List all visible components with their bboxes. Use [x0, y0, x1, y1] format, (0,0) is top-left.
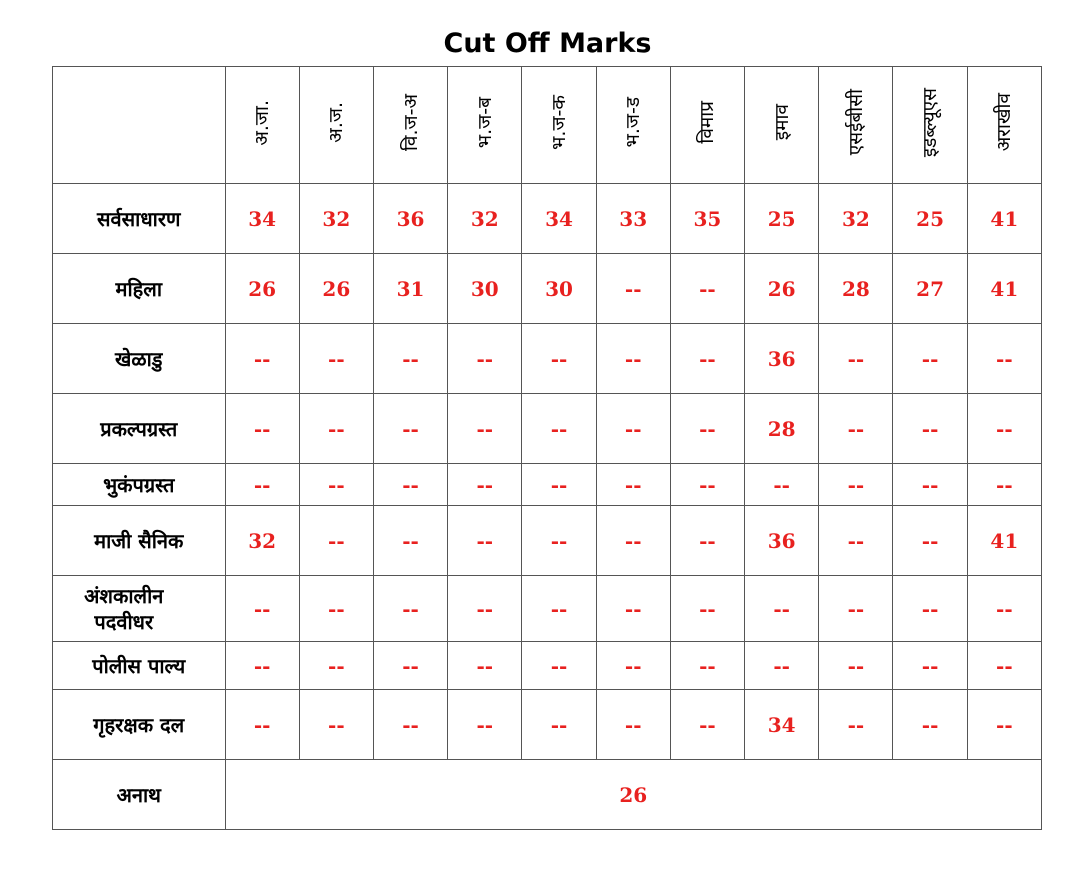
mark-cell: 41 — [967, 184, 1041, 254]
mark-cell: -- — [596, 464, 670, 506]
mark-cell: -- — [373, 324, 447, 394]
row-label: पोलीस पाल्य — [53, 642, 226, 690]
mark-cell: -- — [596, 642, 670, 690]
mark-cell: -- — [745, 642, 819, 690]
mark-cell: -- — [596, 254, 670, 324]
mark-cell: 35 — [670, 184, 744, 254]
table-row — [53, 184, 1042, 254]
mark-cell: -- — [522, 576, 596, 642]
mark-cell: -- — [819, 464, 893, 506]
column-header: इडब्ल्यूएस — [893, 67, 967, 184]
mark-cell: -- — [373, 394, 447, 464]
mark-cell: 36 — [745, 324, 819, 394]
column-header: वि.ज-अ — [373, 67, 447, 184]
mark-cell: -- — [299, 464, 373, 506]
mark-cell: 30 — [522, 254, 596, 324]
row-label: अंशकालीन पदवीधर — [53, 576, 226, 642]
mark-cell: -- — [893, 576, 967, 642]
mark-cell: -- — [299, 642, 373, 690]
mark-cell: -- — [967, 464, 1041, 506]
mark-cell: -- — [225, 394, 299, 464]
mark-cell: 26 — [225, 254, 299, 324]
mark-cell: 28 — [745, 394, 819, 464]
mark-cell: -- — [670, 254, 744, 324]
header-corner-cell — [53, 67, 226, 184]
mark-cell: -- — [522, 642, 596, 690]
mark-cell: -- — [819, 690, 893, 760]
mark-cell: -- — [670, 324, 744, 394]
mark-cell: -- — [373, 576, 447, 642]
mark-cell: -- — [596, 690, 670, 760]
page-title: Cut Off Marks — [443, 28, 652, 59]
column-header: इमाव — [745, 67, 819, 184]
mark-cell: -- — [299, 690, 373, 760]
mark-cell: -- — [670, 464, 744, 506]
mark-cell: -- — [299, 576, 373, 642]
mark-cell: -- — [596, 576, 670, 642]
mark-cell: -- — [893, 464, 967, 506]
mark-cell: -- — [522, 690, 596, 760]
mark-cell: 34 — [745, 690, 819, 760]
mark-cell: -- — [967, 690, 1041, 760]
mark-cell: -- — [819, 324, 893, 394]
table-row — [53, 506, 1042, 576]
mark-cell: 25 — [893, 184, 967, 254]
mark-cell: -- — [893, 506, 967, 576]
column-header: भ.ज-क — [522, 67, 596, 184]
table-row — [53, 394, 1042, 464]
mark-cell: -- — [967, 394, 1041, 464]
row-label: गृहरक्षक दल — [53, 690, 226, 760]
mark-cell: -- — [967, 324, 1041, 394]
mark-cell: 34 — [522, 184, 596, 254]
mark-cell: -- — [819, 394, 893, 464]
mark-cell: -- — [225, 576, 299, 642]
mark-cell: 26 — [745, 254, 819, 324]
mark-cell: -- — [819, 642, 893, 690]
mark-cell: -- — [373, 506, 447, 576]
mark-cell: -- — [522, 324, 596, 394]
mark-cell: -- — [448, 690, 522, 760]
mark-cell: 32 — [299, 184, 373, 254]
cutoff-marks-table — [52, 66, 1042, 830]
row-label: माजी सैनिक — [53, 506, 226, 576]
mark-cell: -- — [596, 324, 670, 394]
row-label: प्रकल्पग्रस्त — [53, 394, 226, 464]
mark-cell: 32 — [225, 506, 299, 576]
row-label: महिला — [53, 254, 226, 324]
mark-cell: -- — [225, 324, 299, 394]
table-row-merged — [53, 760, 1042, 830]
column-header: अराखीव — [967, 67, 1041, 184]
table-row — [53, 254, 1042, 324]
column-header: भ.ज-ड — [596, 67, 670, 184]
mark-cell: 32 — [819, 184, 893, 254]
mark-cell: 30 — [448, 254, 522, 324]
mark-cell: -- — [670, 394, 744, 464]
mark-cell: -- — [448, 464, 522, 506]
mark-cell: 28 — [819, 254, 893, 324]
mark-cell: -- — [745, 576, 819, 642]
mark-cell: -- — [596, 394, 670, 464]
mark-cell: 34 — [225, 184, 299, 254]
row-label: अनाथ — [53, 760, 226, 830]
mark-cell: 41 — [967, 506, 1041, 576]
mark-cell: -- — [819, 576, 893, 642]
mark-cell: -- — [670, 690, 744, 760]
table-row — [53, 690, 1042, 760]
header-row — [53, 67, 1042, 184]
column-header: अ.जा. — [225, 67, 299, 184]
mark-cell: 31 — [373, 254, 447, 324]
mark-cell: -- — [670, 642, 744, 690]
mark-cell: -- — [448, 324, 522, 394]
mark-cell: -- — [299, 394, 373, 464]
mark-cell: -- — [670, 506, 744, 576]
table-row — [53, 324, 1042, 394]
mark-cell: -- — [448, 506, 522, 576]
column-header: भ.ज-ब — [448, 67, 522, 184]
mark-cell: 26 — [299, 254, 373, 324]
table-row — [53, 642, 1042, 690]
mark-cell: 32 — [448, 184, 522, 254]
mark-cell: -- — [819, 506, 893, 576]
mark-cell: 33 — [596, 184, 670, 254]
mark-cell: -- — [522, 394, 596, 464]
table-row — [53, 464, 1042, 506]
row-label: खेळाडु — [53, 324, 226, 394]
mark-cell: -- — [596, 506, 670, 576]
mark-cell: 36 — [373, 184, 447, 254]
mark-cell: -- — [893, 642, 967, 690]
mark-cell: -- — [967, 642, 1041, 690]
mark-cell: 41 — [967, 254, 1041, 324]
mark-cell: -- — [670, 576, 744, 642]
row-label: सर्वसाधारण — [53, 184, 226, 254]
mark-cell: -- — [967, 576, 1041, 642]
mark-cell: -- — [373, 690, 447, 760]
mark-cell: -- — [225, 642, 299, 690]
merged-mark-cell: 26 — [225, 760, 1041, 830]
mark-cell: -- — [745, 464, 819, 506]
mark-cell: -- — [522, 506, 596, 576]
mark-cell: 25 — [745, 184, 819, 254]
column-header: अ.ज. — [299, 67, 373, 184]
table-row — [53, 576, 1042, 642]
mark-cell: -- — [299, 324, 373, 394]
mark-cell: -- — [893, 324, 967, 394]
mark-cell: 36 — [745, 506, 819, 576]
mark-cell: -- — [225, 690, 299, 760]
mark-cell: -- — [225, 464, 299, 506]
mark-cell: -- — [893, 394, 967, 464]
mark-cell: -- — [299, 506, 373, 576]
row-label: भुकंपग्रस्त — [53, 464, 226, 506]
mark-cell: -- — [373, 642, 447, 690]
mark-cell: -- — [448, 642, 522, 690]
mark-cell: 27 — [893, 254, 967, 324]
column-header: विमाप्र — [670, 67, 744, 184]
column-header: एसईबीसी — [819, 67, 893, 184]
mark-cell: -- — [448, 394, 522, 464]
mark-cell: -- — [893, 690, 967, 760]
mark-cell: -- — [522, 464, 596, 506]
mark-cell: -- — [373, 464, 447, 506]
mark-cell: -- — [448, 576, 522, 642]
